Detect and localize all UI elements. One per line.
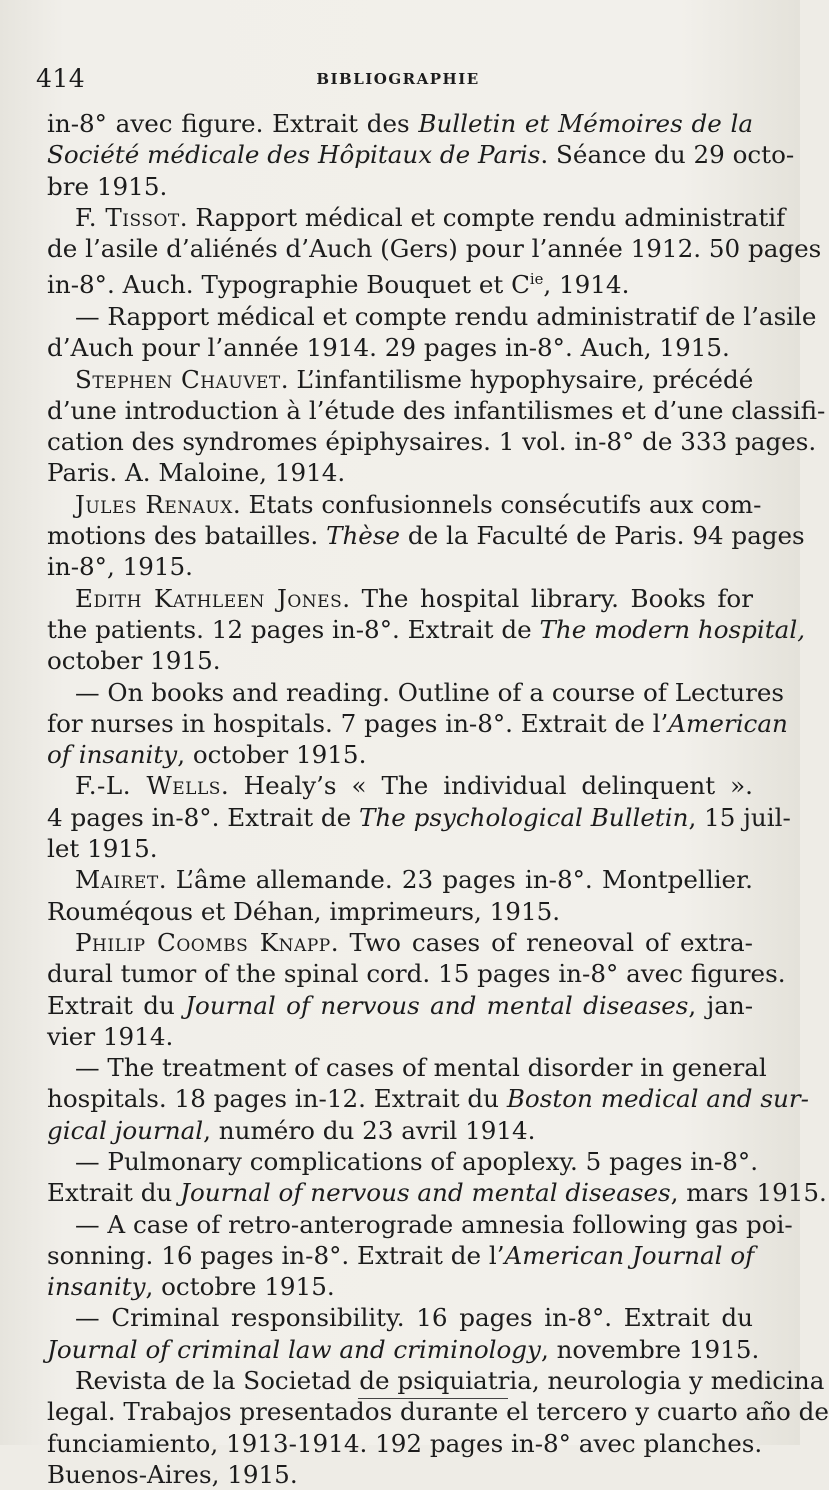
text-run: — The treatment of cases of mental disorder in general xyxy=(75,1053,767,1083)
text-line xyxy=(47,958,786,989)
text-run: . Séance du 29 octo- xyxy=(540,140,795,170)
page-number: 414 xyxy=(36,64,86,93)
text-line xyxy=(47,108,753,139)
text-run: . The hospital library. Books for xyxy=(342,583,753,613)
text-line xyxy=(47,139,795,170)
author-name: Stephen Chauvet xyxy=(75,364,281,394)
italic-title: Boston medical and sur- xyxy=(506,1084,809,1114)
text-line xyxy=(47,1302,753,1333)
text-run: vier 1914. xyxy=(47,1021,174,1051)
text-line xyxy=(47,1052,767,1083)
text-line xyxy=(47,802,791,833)
text-line xyxy=(47,864,753,895)
text-run: sonning. 16 pages in-8°. Extrait de l’ xyxy=(47,1240,505,1270)
text-run: — A case of retro-anterograde amnesia following gas poi- xyxy=(75,1209,793,1239)
text-run: . Rapport médical et compte rendu administratif xyxy=(179,202,786,232)
italic-title: Thèse xyxy=(326,521,401,551)
text-run: Revista de la Societad de psiquiatria, neurologia y medicina xyxy=(75,1366,825,1396)
text-line xyxy=(47,264,753,300)
text-run: funciamiento, 1913-1914. 192 pages in-8° avec planches. xyxy=(47,1428,763,1458)
italic-title: of insanity xyxy=(47,740,178,770)
text-line xyxy=(47,171,753,202)
text-line xyxy=(47,1428,763,1459)
text-line xyxy=(47,1209,793,1240)
text-line xyxy=(47,1177,827,1208)
italic-title: American Journal of xyxy=(504,1240,755,1270)
text-line xyxy=(47,739,753,770)
author-name: Mairet xyxy=(75,865,159,895)
text-run: , octobre 1915. xyxy=(145,1272,335,1302)
text-line xyxy=(47,301,817,332)
text-line xyxy=(47,395,826,426)
text-run: for nurses in hospitals. 7 pages in-8°. Extrait de l’ xyxy=(47,708,669,738)
italic-title: Journal of nervous and mental diseases xyxy=(185,990,689,1020)
text-line xyxy=(47,927,753,958)
running-title: BIBLIOGRAPHIE xyxy=(316,70,480,88)
text-line xyxy=(47,457,753,488)
text-run: . L’infantilisme hypophysaire, précédé xyxy=(280,364,754,394)
text-run: cation des syndromes épiphysaires. 1 vol. in-8° de 333 pages. xyxy=(47,427,817,457)
text-line xyxy=(47,583,753,614)
text-run: — Pulmonary complications of apoplexy. 5 pages in-8°. xyxy=(75,1146,759,1176)
text-run: dural tumor of the spinal cord. 15 pages in-8° avec figures. xyxy=(47,959,786,989)
text-run: . Two cases of reneoval of extra- xyxy=(330,927,753,957)
text-line xyxy=(47,1271,753,1302)
text-run: , novembre 1915. xyxy=(540,1334,760,1364)
text-run: d’une introduction à l’étude des infantilismes et d’une classifi- xyxy=(47,395,826,425)
text-run: , october 1915. xyxy=(177,740,367,770)
italic-title: Journal of nervous and mental diseases xyxy=(180,1178,671,1208)
text-line xyxy=(47,1021,753,1052)
text-run: bre 1915. xyxy=(47,171,168,201)
text-run: Buenos-Aires, 1915. xyxy=(47,1459,298,1489)
text-line xyxy=(47,833,753,864)
text-line xyxy=(47,1334,760,1365)
text-line xyxy=(47,1459,753,1490)
text-line xyxy=(47,520,805,551)
bibliography-text xyxy=(47,108,829,1490)
text-run: Paris. A. Maloine, 1914. xyxy=(47,458,346,488)
text-line xyxy=(47,1146,759,1177)
author-name: Philip Coombs Knapp xyxy=(75,927,331,957)
text-line xyxy=(47,233,822,264)
text-line xyxy=(47,645,753,676)
text-run: Extrait du xyxy=(47,1178,181,1208)
footer-rule xyxy=(358,1398,508,1399)
author-name: F.-L. Wells xyxy=(75,771,221,801)
text-run: hospitals. 18 pages in-12. Extrait du xyxy=(47,1084,507,1114)
text-run: october 1915. xyxy=(47,646,221,676)
italic-title: Société médicale des Hôpitaux de Paris xyxy=(47,140,541,170)
page-header xyxy=(36,64,760,98)
text-run: in-8°. Auch. Typographie Bouquet et C xyxy=(47,270,530,300)
text-run: — On books and reading. Outline of a course of Lectures xyxy=(75,677,785,707)
text-line xyxy=(47,1365,825,1396)
italic-title: gical journal xyxy=(47,1115,204,1145)
text-run: let 1915. xyxy=(47,834,158,864)
text-run: . Healy’s « The individual delinquent ». xyxy=(220,771,753,801)
text-line xyxy=(47,202,786,233)
text-line xyxy=(47,426,817,457)
text-run: . Etats confusionnels consécutifs aux com- xyxy=(232,489,762,519)
text-line xyxy=(47,896,753,927)
italic-title: Bulletin et Mémoires de la xyxy=(418,109,754,138)
text-line xyxy=(47,677,785,708)
text-run: , 1914. xyxy=(543,270,630,300)
author-name: Jules Renaux xyxy=(75,489,233,519)
text-line xyxy=(47,614,806,645)
text-run: legal. Trabajos presentados durante el tercero y cuarto año de xyxy=(47,1397,829,1427)
text-line xyxy=(47,364,753,395)
text-run: 4 pages in-8°. Extrait de xyxy=(47,802,360,832)
text-run: de la Faculté de Paris. 94 pages xyxy=(400,521,805,551)
text-run: , numéro du 23 avril 1914. xyxy=(203,1115,536,1145)
text-run: — Rapport médical et compte rendu administratif de l’asile xyxy=(75,301,817,331)
text-line xyxy=(47,708,788,739)
text-run: Rouméqous et Déhan, imprimeurs, 1915. xyxy=(47,896,561,926)
italic-title: Journal of criminal law and criminology xyxy=(47,1334,541,1364)
text-run: motions des batailles. xyxy=(47,521,327,551)
text-line xyxy=(47,551,753,582)
text-line xyxy=(47,332,753,363)
text-run: , mars 1915. xyxy=(670,1178,827,1208)
author-name: F. Tissot xyxy=(75,202,180,232)
text-line xyxy=(47,1115,753,1146)
italic-title: American xyxy=(668,708,788,738)
text-run: d’Auch pour l’année 1914. 29 pages in-8°. Auch, 1915. xyxy=(47,333,730,363)
italic-title: The psychological Bulletin xyxy=(359,802,689,832)
italic-title: insanity xyxy=(47,1272,146,1302)
text-run: , 15 juil- xyxy=(688,802,791,832)
text-run: ie xyxy=(529,271,544,289)
text-run: in-8° avec figure. Extrait des xyxy=(47,109,419,138)
text-line xyxy=(47,770,753,801)
text-run: the patients. 12 pages in-8°. Extrait de xyxy=(47,614,540,644)
text-line xyxy=(47,1396,829,1427)
italic-title: The modern hospital, xyxy=(539,614,806,644)
text-run: de l’asile d’aliénés d’Auch (Gers) pour l’année 1912. 50 pages xyxy=(47,234,822,264)
text-line xyxy=(47,1083,809,1114)
text-run: in-8°, 1915. xyxy=(47,552,194,582)
text-line xyxy=(47,1240,753,1271)
text-run: , jan- xyxy=(688,990,754,1020)
text-line xyxy=(47,489,762,520)
text-run: Extrait du xyxy=(47,990,186,1020)
author-name: Edith Kathleen Jones xyxy=(75,583,343,613)
text-run: — Criminal responsibility. 16 pages in-8°. Extrait du xyxy=(75,1303,753,1333)
text-run: . L’âme allemande. 23 pages in-8°. Montpellier. xyxy=(158,865,753,895)
text-line xyxy=(47,990,753,1021)
